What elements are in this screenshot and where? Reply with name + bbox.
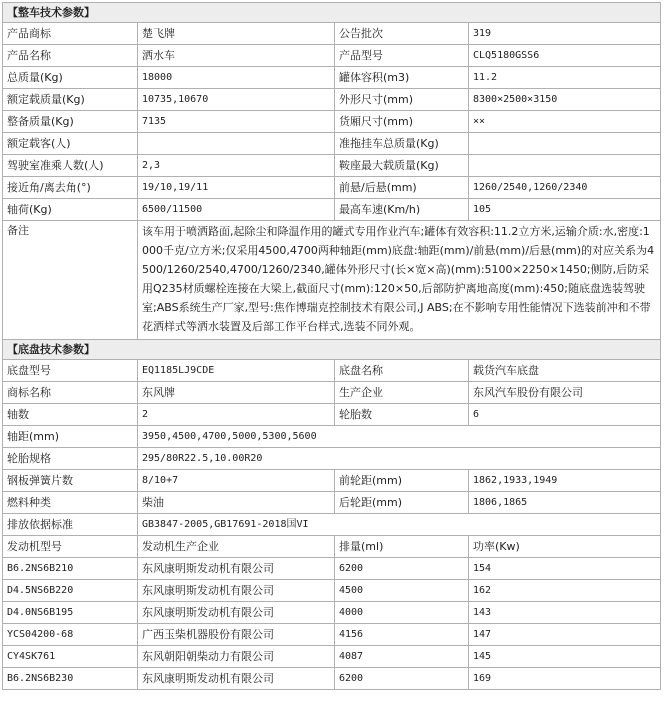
spec-sheet xyxy=(2,2,660,690)
field-value: 7135 xyxy=(138,111,335,133)
engine-row xyxy=(3,668,661,690)
field-value: 295/80R22.5,10.00R20 xyxy=(138,448,661,470)
table-row xyxy=(3,111,661,133)
field-label: 前轮距(mm) xyxy=(335,470,469,492)
table-row xyxy=(3,199,661,221)
field-label: 准拖挂车总质量(Kg) xyxy=(335,133,469,155)
table-row xyxy=(3,514,661,536)
remark-label: 备注 xyxy=(3,221,138,340)
engine-row xyxy=(3,558,661,580)
engine-displacement: 4000 xyxy=(335,602,469,624)
field-value: 6 xyxy=(469,404,661,426)
field-value: 319 xyxy=(469,23,661,45)
field-label: 排放依据标准 xyxy=(3,514,138,536)
field-label: 罐体容积(m3) xyxy=(335,67,469,89)
field-label: 接近角/离去角(°) xyxy=(3,177,138,199)
table-row xyxy=(3,177,661,199)
remark-row xyxy=(3,221,661,340)
engine-model: CY4SK761 xyxy=(3,646,138,668)
table-row xyxy=(3,360,661,382)
engine-power: 154 xyxy=(469,558,661,580)
column-header: 发动机生产企业 xyxy=(138,536,335,558)
engine-power: 145 xyxy=(469,646,661,668)
column-header: 排量(ml) xyxy=(335,536,469,558)
engine-model: B6.2NS6B210 xyxy=(3,558,138,580)
engine-displacement: 4087 xyxy=(335,646,469,668)
engine-maker: 东风康明斯发动机有限公司 xyxy=(138,668,335,690)
field-value: 11.2 xyxy=(469,67,661,89)
table-row xyxy=(3,492,661,514)
table-row xyxy=(3,426,661,448)
vehicle-section-title: 【整车技术参数】 xyxy=(3,3,661,23)
field-label: 货厢尺寸(mm) xyxy=(335,111,469,133)
table-row xyxy=(3,89,661,111)
engine-model: D4.5NS6B220 xyxy=(3,580,138,602)
field-label: 轮胎数 xyxy=(335,404,469,426)
field-label: 底盘名称 xyxy=(335,360,469,382)
field-value: 楚飞牌 xyxy=(138,23,335,45)
field-value: GB3847-2005,GB17691-2018国VI xyxy=(138,514,661,536)
field-label: 轴距(mm) xyxy=(3,426,138,448)
table-row xyxy=(3,448,661,470)
field-label: 燃料种类 xyxy=(3,492,138,514)
engine-power: 147 xyxy=(469,624,661,646)
spec-table xyxy=(2,2,661,690)
field-value: 柴油 xyxy=(138,492,335,514)
field-value: ×× xyxy=(469,111,661,133)
field-value: 105 xyxy=(469,199,661,221)
field-value xyxy=(138,133,335,155)
engine-maker: 东风康明斯发动机有限公司 xyxy=(138,602,335,624)
chassis-section xyxy=(3,340,661,360)
vehicle-section xyxy=(3,3,661,23)
field-label: 额定载质量(Kg) xyxy=(3,89,138,111)
field-value: 18000 xyxy=(138,67,335,89)
engine-power: 169 xyxy=(469,668,661,690)
field-label: 产品名称 xyxy=(3,45,138,67)
field-value xyxy=(469,133,661,155)
field-value: 19/10,19/11 xyxy=(138,177,335,199)
field-value: 洒水车 xyxy=(138,45,335,67)
engine-row xyxy=(3,602,661,624)
engine-power: 162 xyxy=(469,580,661,602)
field-label: 商标名称 xyxy=(3,382,138,404)
field-label: 最高车速(Km/h) xyxy=(335,199,469,221)
table-row xyxy=(3,23,661,45)
field-value: EQ1185LJ9CDE xyxy=(138,360,335,382)
field-value: 2 xyxy=(138,404,335,426)
field-label: 轮胎规格 xyxy=(3,448,138,470)
table-row xyxy=(3,45,661,67)
field-label: 驾驶室准乘人数(人) xyxy=(3,155,138,177)
field-label: 钢板弹簧片数 xyxy=(3,470,138,492)
field-value: CLQ5180GSS6 xyxy=(469,45,661,67)
table-row xyxy=(3,133,661,155)
engine-model: D4.0NS6B195 xyxy=(3,602,138,624)
engine-header-row xyxy=(3,536,661,558)
field-label: 前悬/后悬(mm) xyxy=(335,177,469,199)
engine-row xyxy=(3,624,661,646)
field-value: 10735,10670 xyxy=(138,89,335,111)
field-value: 8300×2500×3150 xyxy=(469,89,661,111)
field-value: 2,3 xyxy=(138,155,335,177)
engine-maker: 东风康明斯发动机有限公司 xyxy=(138,580,335,602)
engine-displacement: 6200 xyxy=(335,668,469,690)
column-header: 发动机型号 xyxy=(3,536,138,558)
engine-power: 143 xyxy=(469,602,661,624)
engine-model: YCS04200-68 xyxy=(3,624,138,646)
field-value: 8/10+7 xyxy=(138,470,335,492)
table-row xyxy=(3,404,661,426)
engine-row xyxy=(3,580,661,602)
field-label: 鞍座最大载质量(Kg) xyxy=(335,155,469,177)
engine-maker: 广西玉柴机器股份有限公司 xyxy=(138,624,335,646)
field-label: 轴数 xyxy=(3,404,138,426)
engine-maker: 东风康明斯发动机有限公司 xyxy=(138,558,335,580)
field-label: 公告批次 xyxy=(335,23,469,45)
field-value: 1862,1933,1949 xyxy=(469,470,661,492)
chassis-section-title: 【底盘技术参数】 xyxy=(3,340,661,360)
engine-model: B6.2NS6B230 xyxy=(3,668,138,690)
table-row xyxy=(3,470,661,492)
field-label: 轴荷(Kg) xyxy=(3,199,138,221)
engine-displacement: 4156 xyxy=(335,624,469,646)
field-value: 1260/2540,1260/2340 xyxy=(469,177,661,199)
remark-text: 该车用于喷洒路面,起除尘和降温作用的罐式专用作业汽车;罐体有效容积:11.2立方米,运输介质:水,密度:1000千克/立方米;仅采用4500,4700两种轴距(mm)底盘:轴距(mm)/前悬(mm)/后悬(mm)的对应关系为4500/1260/2540,4700/1260/2340,罐体外形尺寸(长×宽×高)(mm):5100×2250×1450;侧防,后防采用Q235材质螺栓连接在大梁上,截面尺寸(mm):120×50,后部防护离地高度(mm):450;随底盘选装驾驶室;ABS系统生产厂家,型号:焦作博瑞克控制技术有限公司,J ABS;在不影响专用性能情况下选装前冲和不带花洒样式等洒水装置及后部工作平台样式,选装不同外观。 xyxy=(138,221,661,340)
field-value: 1806,1865 xyxy=(469,492,661,514)
engine-row xyxy=(3,646,661,668)
field-label: 后轮距(mm) xyxy=(335,492,469,514)
field-value: 6500/11500 xyxy=(138,199,335,221)
engine-maker: 东风朝阳朝柴动力有限公司 xyxy=(138,646,335,668)
field-value: 载货汽车底盘 xyxy=(469,360,661,382)
field-label: 额定载客(人) xyxy=(3,133,138,155)
table-row xyxy=(3,382,661,404)
field-value: 3950,4500,4700,5000,5300,5600 xyxy=(138,426,661,448)
table-row xyxy=(3,67,661,89)
field-value: 东风牌 xyxy=(138,382,335,404)
table-row xyxy=(3,155,661,177)
field-label: 底盘型号 xyxy=(3,360,138,382)
field-value xyxy=(469,155,661,177)
field-label: 总质量(Kg) xyxy=(3,67,138,89)
field-label: 生产企业 xyxy=(335,382,469,404)
field-label: 外形尺寸(mm) xyxy=(335,89,469,111)
column-header: 功率(Kw) xyxy=(469,536,661,558)
field-label: 整备质量(Kg) xyxy=(3,111,138,133)
engine-displacement: 6200 xyxy=(335,558,469,580)
field-label: 产品型号 xyxy=(335,45,469,67)
field-value: 东风汽车股份有限公司 xyxy=(469,382,661,404)
engine-displacement: 4500 xyxy=(335,580,469,602)
field-label: 产品商标 xyxy=(3,23,138,45)
